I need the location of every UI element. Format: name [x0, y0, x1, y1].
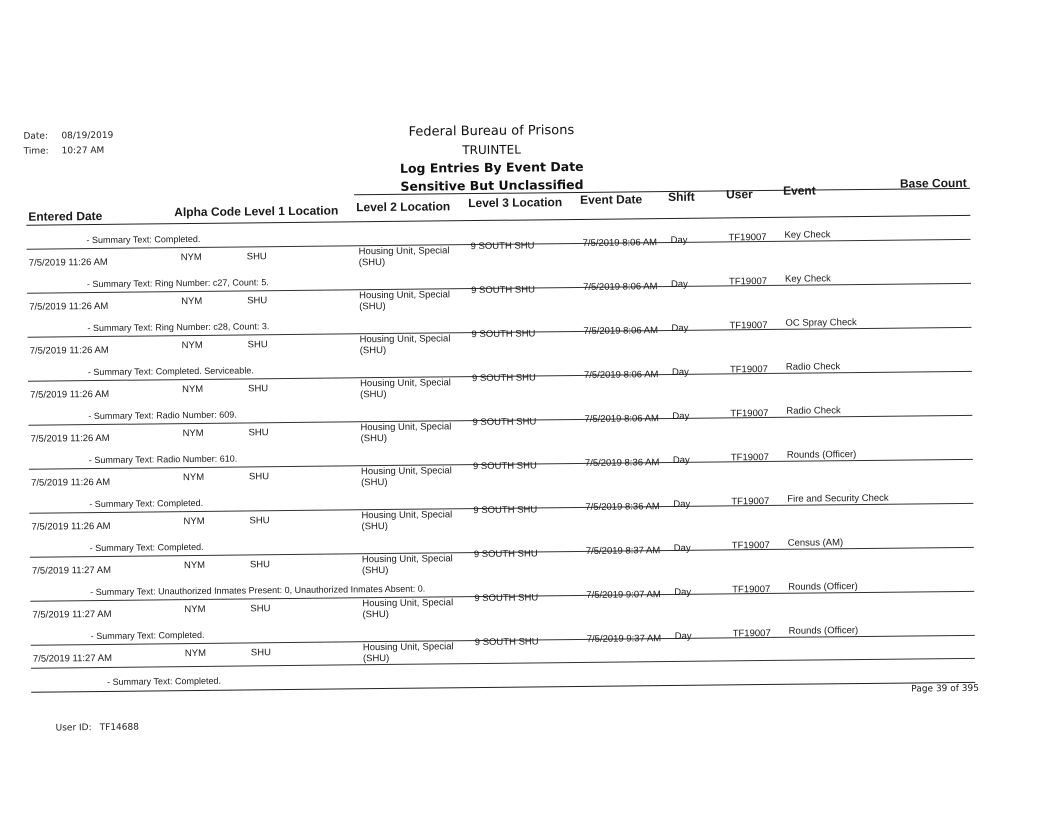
user: TF19007 — [729, 319, 768, 332]
level1-location: SHU — [248, 471, 270, 483]
level2-line2: (SHU) — [360, 432, 388, 445]
level2-line1: Housing Unit, Special — [358, 245, 450, 258]
header-bottom-rule — [26, 215, 970, 226]
level3-location: 9 SOUTH SHU — [474, 636, 539, 649]
level2-line1: Housing Unit, Special — [361, 553, 453, 566]
level2-location — [363, 641, 454, 664]
level1-location: SHU — [250, 603, 271, 615]
report-date — [23, 131, 113, 142]
entry-summary: - Summary Text: Ring Number: c28, Count: 3. — [87, 321, 270, 334]
level3-location: 9 SOUTH SHU — [470, 240, 535, 253]
entry-summary: - Summary Text: Completed. — [90, 629, 205, 642]
level1-location: SHU — [249, 559, 271, 571]
log-entry — [7, 621, 1007, 675]
alpha-code: NYM — [180, 251, 202, 264]
entered-date: 7/5/2019 11:27 AM — [31, 564, 112, 577]
event: Rounds (Officer) — [788, 625, 859, 637]
level2-location — [361, 509, 452, 532]
entry-summary: - Summary Text: Completed. Serviceable. — [87, 365, 254, 378]
user: TF19007 — [731, 495, 770, 508]
final-summary: - Summary Text: Completed. — [107, 675, 222, 687]
level3-location: 9 SOUTH SHU — [471, 284, 535, 297]
level2-line2: (SHU) — [362, 652, 390, 665]
alpha-code: NYM — [184, 647, 207, 660]
level3-location: 9 SOUTH SHU — [472, 416, 537, 429]
system-name: TRUINTEL — [462, 142, 521, 158]
level3-location: 9 SOUTH SHU — [473, 548, 538, 561]
level2-line2: (SHU) — [361, 520, 388, 533]
col-event: Event — [782, 183, 816, 198]
entered-date: 7/5/2019 11:26 AM — [31, 520, 111, 533]
user: TF19007 — [728, 275, 768, 288]
user: TF19007 — [730, 451, 769, 464]
level2-line1: Housing Unit, Special — [360, 465, 452, 478]
level2-line1: Housing Unit, Special — [359, 333, 451, 346]
level2-location — [362, 553, 453, 576]
event: Key Check — [784, 273, 831, 285]
level3-location: 9 SOUTH SHU — [473, 504, 538, 517]
org-name: Federal Bureau of Prisons — [408, 122, 575, 140]
level3-location: 9 SOUTH SHU — [471, 372, 536, 385]
alpha-code: NYM — [184, 603, 206, 616]
event-date: 7/5/2019 8:06 AM — [582, 237, 658, 249]
level2-location — [360, 377, 451, 400]
entry-summary: - Summary Text: Radio Number: 609. — [88, 409, 237, 422]
alpha-code: NYM — [182, 427, 204, 440]
event: Radio Check — [786, 405, 841, 417]
event: Census (AM) — [787, 537, 844, 549]
col-event-date: Event Date — [580, 192, 643, 207]
level2-line1: Housing Unit, Special — [360, 421, 452, 434]
level2-line2: (SHU) — [360, 388, 387, 401]
shift: Day — [670, 278, 688, 290]
level2-line2: (SHU) — [362, 608, 389, 621]
event-date: 7/5/2019 8:36 AM — [584, 457, 660, 469]
entry-summary: - Summary Text: Completed. — [89, 541, 204, 554]
entered-date: 7/5/2019 11:27 AM — [32, 608, 112, 621]
level1-location: SHU — [248, 383, 269, 395]
event-date: 7/5/2019 8:06 AM — [583, 325, 659, 337]
event: OC Spray Check — [785, 317, 857, 329]
date-value: 08/19/2019 — [61, 130, 114, 142]
time-label: Time: — [23, 146, 49, 157]
col-alpha-code: Alpha Code — [174, 204, 241, 220]
shift: Day — [674, 630, 692, 642]
entered-date: 7/5/2019 11:26 AM — [31, 476, 111, 489]
level2-line1: Housing Unit, Special — [359, 289, 450, 302]
level2-line2: (SHU) — [359, 300, 386, 313]
entered-date: 7/5/2019 11:26 AM — [29, 344, 109, 357]
col-user: User — [726, 187, 753, 202]
user: TF19007 — [729, 363, 769, 376]
event: Rounds (Officer) — [786, 449, 857, 461]
level2-location — [359, 245, 450, 268]
user: TF19007 — [732, 583, 771, 596]
level1-location: SHU — [247, 295, 268, 307]
event: Key Check — [784, 229, 831, 241]
level3-location: 9 SOUTH SHU — [471, 328, 536, 341]
user: TF19007 — [730, 407, 769, 420]
level2-line2: (SHU) — [361, 564, 389, 577]
level2-line2: (SHU) — [359, 344, 387, 357]
report-time — [24, 146, 105, 157]
shift: Day — [672, 454, 690, 466]
alpha-code: NYM — [183, 515, 205, 528]
level2-location — [360, 333, 451, 356]
alpha-code: NYM — [182, 471, 205, 484]
user: TF19007 — [732, 627, 771, 640]
entry-summary: - Summary Text: Radio Number: 610. — [88, 453, 238, 466]
alpha-code: NYM — [181, 295, 203, 308]
page-number: Page 39 of 395 — [911, 683, 980, 695]
col-level1-location: Level 1 Location — [244, 203, 339, 219]
alpha-code: NYM — [183, 559, 206, 572]
classification: Sensitive But Unclassified — [400, 176, 584, 194]
level2-location — [361, 465, 452, 488]
level2-line1: Housing Unit, Special — [362, 641, 454, 654]
col-shift: Shift — [668, 189, 695, 205]
entry-summary: - Summary Text: Unauthorized Inmates Present: 0, Unauthorized Inmates Absent: 0. — [90, 583, 426, 598]
level1-location: SHU — [250, 647, 271, 659]
entered-date: 7/5/2019 11:26 AM — [29, 300, 109, 313]
col-entered-date: Entered Date — [28, 208, 103, 224]
level1-location: SHU — [247, 339, 268, 351]
alpha-code: NYM — [181, 339, 203, 352]
col-level2-location: Level 2 Location — [356, 199, 451, 215]
time-value: 10:27 AM — [61, 145, 105, 157]
level3-location: 9 SOUTH SHU — [474, 592, 539, 605]
report-title-block — [351, 121, 632, 196]
shift: Day — [671, 322, 689, 334]
entry-summary: - Summary Text: Ring Number: c27, Count: 5. — [86, 277, 269, 290]
level2-line1: Housing Unit, Special — [361, 509, 453, 522]
entered-date: 7/5/2019 11:26 AM — [30, 432, 110, 445]
user-id-value: TF14688 — [99, 722, 139, 733]
user-id-label: User ID: — [55, 723, 92, 734]
level2-line1: Housing Unit, Special — [362, 597, 454, 610]
shift: Day — [674, 586, 692, 598]
level2-line2: (SHU) — [361, 476, 388, 489]
footer-user-id — [56, 723, 139, 734]
event: Radio Check — [785, 361, 841, 373]
user: TF19007 — [731, 539, 770, 552]
level2-line1: Housing Unit, Special — [359, 377, 451, 390]
level2-location — [362, 597, 453, 620]
level1-location: SHU — [246, 251, 267, 263]
alpha-code: NYM — [182, 383, 204, 396]
entry-summary: - Summary Text: Completed. — [89, 497, 204, 510]
level2-line2: (SHU) — [358, 256, 386, 269]
event: Rounds (Officer) — [788, 581, 858, 593]
event: Fire and Security Check — [787, 492, 889, 505]
date-label: Date: — [23, 131, 49, 142]
shift: Day — [673, 542, 691, 554]
shift: Day — [671, 366, 689, 378]
shift: Day — [673, 498, 691, 510]
report-title: Log Entries By Event Date — [399, 158, 584, 176]
event-date: 7/5/2019 9:07 AM — [586, 589, 661, 601]
level3-location: 9 SOUTH SHU — [472, 460, 537, 473]
event-date: 7/5/2019 8:06 AM — [584, 413, 659, 425]
event-date: 7/5/2019 8:37 AM — [585, 545, 661, 557]
entered-date: 7/5/2019 11:26 AM — [28, 256, 108, 269]
col-level3-location: Level 3 Location — [468, 195, 563, 211]
user: TF19007 — [728, 231, 767, 244]
event-date: 7/5/2019 8:06 AM — [583, 369, 659, 381]
level1-location: SHU — [249, 515, 270, 527]
shift: Day — [672, 410, 690, 422]
event-date: 7/5/2019 8:06 AM — [582, 281, 658, 293]
shift: Day — [670, 234, 688, 246]
event-date: 7/5/2019 9:37 AM — [586, 633, 662, 645]
entered-date: 7/5/2019 11:26 AM — [30, 388, 110, 401]
col-base-count: Base Count — [899, 175, 967, 191]
entry-summary: - Summary Text: Completed. — [86, 233, 201, 246]
level1-location: SHU — [248, 427, 269, 439]
level2-location — [359, 289, 450, 312]
event-date: 7/5/2019 8:36 AM — [585, 501, 660, 513]
entered-date: 7/5/2019 11:27 AM — [32, 652, 113, 665]
level2-location — [360, 421, 451, 444]
